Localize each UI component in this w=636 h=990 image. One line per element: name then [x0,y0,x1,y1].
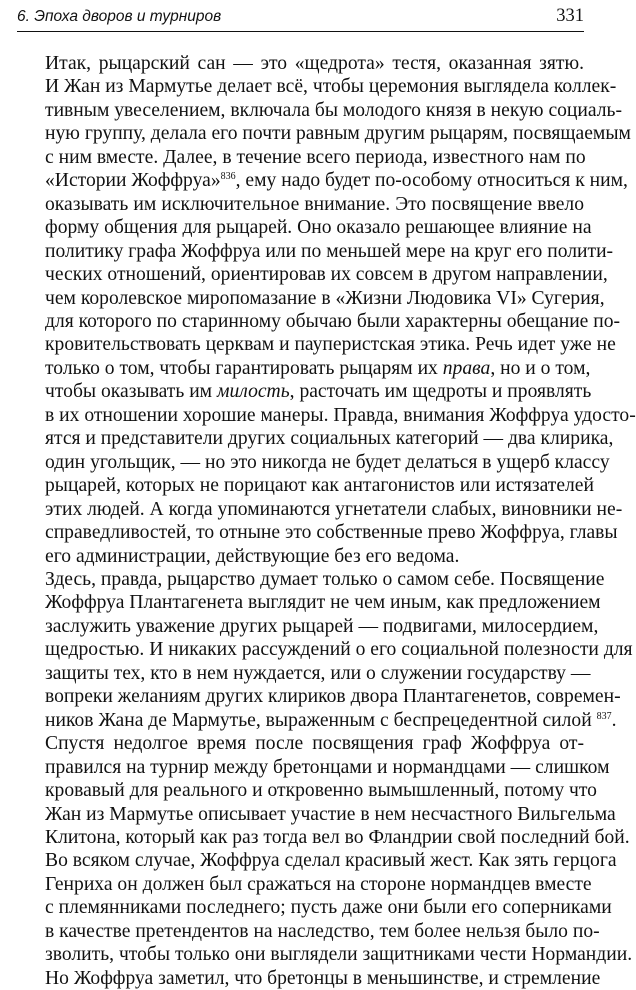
text-line: Здесь, правда, рыцарство думает только о самом себе. Посвящение [45,568,605,590]
page-number: 331 [556,6,584,26]
text-line: Генриха он должен был сражаться на стороне нормандцев вместе [45,873,592,895]
chapter-running-title: 6. Эпоха дворов и турниров [17,8,222,25]
text-line: в качестве претендентов на наследство, тем более нельзя было по- [45,920,600,942]
text-line: один угольщик, — но это никогда не будет делаться в ущерб классу [45,451,610,473]
text-line-with-italic [17,357,591,380]
text-fragment: , расточать им щедроты и проявлять [289,381,592,403]
paragraph-2 [17,568,633,732]
text-line: с ним вместе. Далее, в течение всего периода, известного нам по [45,146,586,168]
footnote-ref-837: 837 [596,710,612,722]
text-line-with-italic [17,380,592,403]
text-line: чем королевское миропомазание в «Жизни Людовика VI» Сугерия, [45,287,605,309]
text-line: Клитона, который как раз тогда вел во Фландрии свой последний бой. [45,826,630,848]
text-line: ную группу, делала его почти равным другим рыцарям, посвящаемым [45,123,631,145]
text-line: оказывать им исключительное внимание. Это посвящение ввело [45,193,584,215]
text-fragment: «Истории Жоффруа» [45,170,221,192]
text-line-with-footnote [17,709,617,732]
text-line: ческих отношений, ориентировав их совсем в другом направлении, [45,264,608,286]
text-line: кровавый для реального и откровенно вымышленный, потому что [45,780,597,802]
italic-word-prava: права [442,357,491,379]
text-line: защиты тех, кто в нем нуждается, или о служении государству — [45,662,591,684]
text-line: ятся и представители других социальных категорий — два клирика, [45,428,614,450]
text-line: правился на турнир между бретонцами и нормандцами — слишком [45,756,610,778]
text-fragment: чтобы оказывать им [45,381,217,403]
text-line: Во всяком случае, Жоффруа сделал красивый жест. Как зять герцога [45,850,617,872]
text-line: Спустя недолгое время после посвящения граф Жоффруа от- [45,733,584,755]
paragraph-3 [17,732,633,990]
text-line: политику графа Жоффруа или по меньшей мере на круг его полити- [45,240,614,262]
text-line: Но Жоффруа заметил, что бретонцы в меньшинстве, и стремление [45,967,601,989]
text-line: с племянниками последнего; пусть даже они были его соперниками [45,897,612,919]
text-line: этих людей. А когда упоминаются угнетатели слабых, виновники не- [45,498,623,520]
body-text [17,52,636,990]
text-line: форму общения для рыцарей. Оно оказало решающее влияние на [45,217,592,239]
italic-word-milost: милость [216,381,290,403]
text-line: тивным увеселением, включала бы молодого князя в некую социаль- [45,99,623,121]
text-line: заслужить уважение других рыцарей — подвигами, милосердием, [45,615,599,637]
text-fragment: . [611,709,617,731]
text-line: для которого по старинному обычаю были характерны обещание по- [45,310,621,332]
text-line: зволить, чтобы только они выглядели защитниками чести Нормандии. [45,944,633,966]
text-line: Жоффруа Плантагенета выглядит не чем иным, как предложением [45,592,601,614]
text-line: Итак, рыцарский сан — это «щедрота» тестя, оказанная зятю. [45,53,584,74]
text-fragment: ников Жана де Мармутье, выраженным с беспрецедентной силой [45,709,597,731]
text-fragment: только о том, чтобы гарантировать рыцарям их [45,357,443,379]
paragraph-1 [17,52,636,568]
text-line: щедростью. И никаких рассуждений о его социальной полезности для [45,639,633,661]
text-line: рыцарей, которых не порицают как антагонистов или истязателей [45,475,594,497]
footnote-ref-836: 836 [220,171,236,183]
text-line-with-footnote [17,169,628,192]
text-line: вопреки желаниям других клириков двора Плантагенетов, современ- [45,686,621,708]
text-line: И Жан из Мармутье делает всё, чтобы церемония выглядела коллек- [45,76,617,98]
text-line: в их отношении хорошие манеры. Правда, внимания Жоффруа удосто- [45,404,636,426]
text-fragment: , ему надо будет по-особому относиться к ним, [235,170,628,192]
text-line: кровительствовать церквам и пауперистская этика. Речь идет уже не [45,334,616,356]
running-head [17,6,584,32]
text-line: Жан из Мармутье описывает участие в нем несчастного Вильгельма [45,803,616,825]
text-line: справедливостей, то отныне это собственные прево Жоффруа, главы [45,522,618,544]
text-line: его администрации, действующие без его ведома. [45,545,460,567]
text-fragment: , но и о том, [490,357,591,379]
